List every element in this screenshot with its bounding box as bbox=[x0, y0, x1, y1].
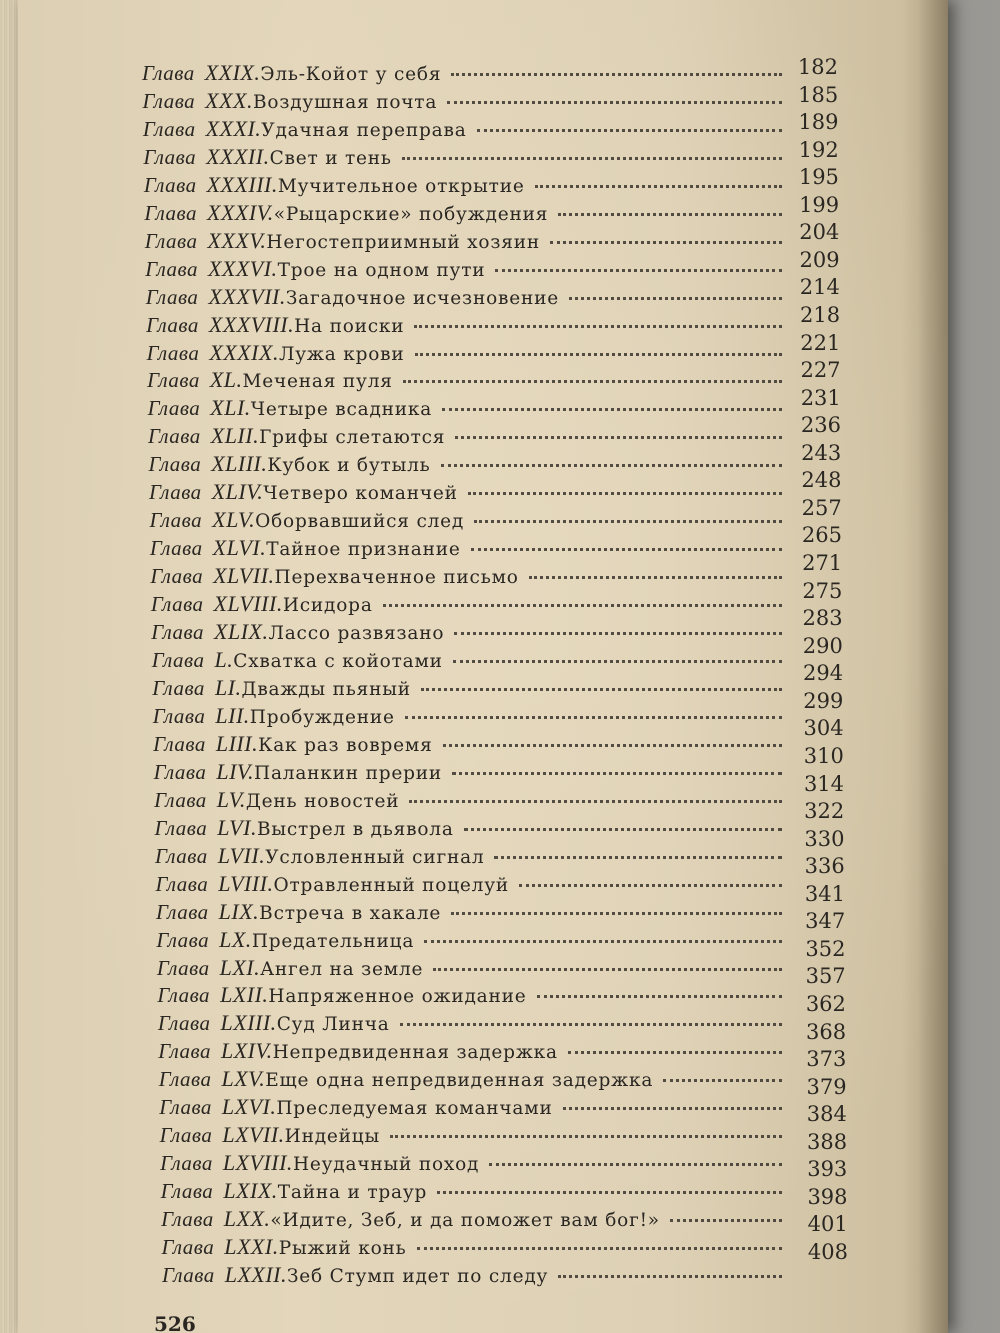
page-number: 362 bbox=[805, 991, 846, 1016]
toc-entry bbox=[160, 1150, 788, 1176]
chapter-number: LXVIII. bbox=[222, 1150, 293, 1176]
toc-entry bbox=[162, 1262, 788, 1288]
page-number: 408 bbox=[807, 1240, 848, 1264]
chapter-word: Глава bbox=[161, 1235, 215, 1260]
dot-leader bbox=[495, 269, 782, 272]
page-number: 401 bbox=[807, 1212, 848, 1237]
chapter-number: LXIII. bbox=[220, 1010, 277, 1036]
dot-leader bbox=[437, 1191, 782, 1194]
page-number: 227 bbox=[800, 358, 841, 383]
chapter-word: Глава bbox=[148, 480, 202, 505]
chapter-title: Четыре всадника bbox=[250, 399, 433, 421]
chapter-number: LXXI. bbox=[224, 1234, 279, 1260]
toc-entry bbox=[150, 535, 788, 561]
dot-leader bbox=[421, 688, 782, 691]
chapter-word: Глава bbox=[146, 312, 199, 337]
dot-leader bbox=[402, 157, 782, 160]
page-number: 330 bbox=[804, 826, 845, 851]
chapter-number: LIV. bbox=[216, 758, 255, 784]
toc-entry bbox=[152, 647, 788, 673]
chapter-number: XLVII. bbox=[213, 563, 275, 589]
chapter-word: Глава bbox=[144, 228, 198, 253]
page-number: 182 bbox=[797, 55, 838, 79]
chapter-title: Суд Линча bbox=[276, 1014, 390, 1036]
chapter-word: Глава bbox=[145, 284, 199, 309]
page-number: 373 bbox=[806, 1047, 847, 1072]
page-folio: 526 bbox=[154, 1312, 196, 1333]
dot-leader bbox=[494, 856, 782, 859]
toc-entry bbox=[161, 1206, 788, 1232]
chapter-word: Глава bbox=[150, 592, 204, 617]
toc-entry bbox=[143, 144, 788, 170]
dot-leader bbox=[558, 1275, 782, 1278]
chapter-title: Меченая пуля bbox=[242, 371, 393, 393]
dot-leader bbox=[400, 1023, 782, 1026]
toc-entry bbox=[146, 284, 788, 310]
chapter-title: На поиски bbox=[294, 315, 405, 337]
chapter-number: XXXIII. bbox=[206, 171, 278, 197]
chapter-number: XXXIV. bbox=[207, 199, 274, 225]
chapter-title: Преследуемая команчами bbox=[276, 1098, 553, 1120]
dot-leader bbox=[451, 912, 782, 915]
dot-leader bbox=[433, 968, 782, 971]
chapter-number: LII. bbox=[215, 702, 250, 728]
chapter-title: Исидора bbox=[282, 595, 373, 617]
toc-entry bbox=[149, 479, 788, 505]
chapter-title: Как раз вовремя bbox=[258, 734, 433, 756]
chapter-title: Рыжий конь bbox=[278, 1238, 407, 1260]
chapter-number: L. bbox=[214, 647, 234, 673]
page-number: 310 bbox=[803, 743, 844, 768]
dot-leader bbox=[477, 129, 782, 132]
toc-entry bbox=[155, 871, 788, 897]
chapter-number: LXI. bbox=[219, 954, 261, 980]
chapter-title: Мучительное открытие bbox=[277, 175, 525, 197]
chapter-title: Ангел на земле bbox=[260, 958, 424, 980]
dot-leader bbox=[451, 73, 782, 76]
toc-entry bbox=[153, 703, 788, 729]
chapter-word: Глава bbox=[155, 899, 209, 924]
dot-leader bbox=[452, 772, 782, 775]
chapter-title: Грифы слетаются bbox=[259, 427, 446, 449]
page-number: 221 bbox=[800, 330, 841, 355]
dot-leader bbox=[519, 884, 782, 887]
chapter-word: Глава bbox=[150, 564, 204, 589]
toc-entry bbox=[148, 423, 788, 449]
chapter-title: Четверо команчей bbox=[263, 483, 458, 505]
toc-entry bbox=[155, 815, 788, 841]
page-number: 336 bbox=[804, 854, 845, 879]
page-number: 243 bbox=[801, 440, 842, 465]
chapter-title: Непредвиденная задержка bbox=[272, 1042, 558, 1064]
chapter-word: Глава bbox=[161, 1207, 214, 1232]
chapter-word: Глава bbox=[157, 983, 211, 1008]
chapter-title: Загадочное исчезновение bbox=[285, 287, 559, 309]
chapter-word: Глава bbox=[145, 256, 198, 281]
chapter-title: Предательница bbox=[251, 930, 415, 952]
chapter-title: Лассо развязано bbox=[268, 623, 445, 645]
page-number: 322 bbox=[804, 799, 845, 824]
chapter-word: Глава bbox=[149, 508, 203, 533]
dot-leader bbox=[563, 1107, 782, 1110]
chapter-number: LXV. bbox=[221, 1066, 266, 1092]
page-number: 271 bbox=[802, 551, 843, 576]
chapter-word: Глава bbox=[151, 620, 205, 645]
chapter-word: Глава bbox=[143, 172, 197, 197]
chapter-word: Глава bbox=[146, 340, 200, 365]
dot-leader bbox=[537, 995, 782, 998]
toc-entry bbox=[160, 1122, 788, 1148]
toc-entry bbox=[145, 228, 788, 254]
chapter-word: Глава bbox=[142, 61, 195, 85]
chapter-number: LX. bbox=[219, 926, 252, 952]
page-number: 304 bbox=[803, 716, 844, 741]
chapter-title: Трое на одном пути bbox=[277, 259, 486, 281]
chapter-word: Глава bbox=[153, 759, 207, 784]
chapter-title: «Идите, Зеб, и да поможет вам бог!» bbox=[270, 1210, 660, 1232]
chapter-title: Свет и тень bbox=[269, 147, 392, 169]
page-number: 398 bbox=[807, 1184, 848, 1209]
book-page bbox=[18, 0, 948, 1333]
page-number: 192 bbox=[798, 137, 839, 162]
toc-entry bbox=[156, 927, 788, 953]
page-number: 231 bbox=[800, 385, 841, 410]
chapter-number: LXIX. bbox=[223, 1178, 278, 1204]
page-number: 209 bbox=[799, 247, 840, 272]
toc-entry bbox=[143, 116, 788, 142]
chapter-word: Глава bbox=[148, 452, 202, 477]
toc-entry bbox=[147, 367, 788, 393]
chapter-title: Удачная переправа bbox=[261, 119, 467, 141]
dot-leader bbox=[529, 576, 782, 579]
chapter-number: XL. bbox=[209, 367, 243, 393]
chapter-word: Глава bbox=[151, 648, 205, 673]
toc-entry bbox=[147, 340, 788, 366]
toc-entry bbox=[154, 759, 788, 785]
chapter-number: XLIII. bbox=[211, 451, 268, 477]
page-number: 283 bbox=[802, 606, 843, 631]
chapter-title: Негостеприимный хозяин bbox=[266, 231, 540, 253]
chapter-title: Схватка с койотами bbox=[233, 651, 443, 673]
chapter-title: Дважды пьяный bbox=[241, 678, 411, 700]
chapter-word: Глава bbox=[144, 200, 198, 225]
chapter-title: Оборвавшийся след bbox=[255, 511, 465, 533]
chapter-title: Паланкин прерии bbox=[254, 762, 443, 784]
page-number: 248 bbox=[801, 468, 842, 493]
page-number: 204 bbox=[799, 220, 840, 245]
page-number: 195 bbox=[798, 165, 839, 190]
dot-leader bbox=[535, 185, 782, 188]
chapter-word: Глава bbox=[160, 1151, 213, 1176]
chapter-number: LXIV. bbox=[220, 1038, 273, 1064]
toc-entry bbox=[161, 1178, 788, 1204]
chapter-title: Выстрел в дьявола bbox=[256, 818, 454, 840]
page-number: 185 bbox=[798, 82, 839, 107]
page-number: 294 bbox=[803, 661, 844, 686]
dot-leader bbox=[447, 101, 782, 104]
chapter-word: Глава bbox=[158, 1067, 212, 1092]
toc-entry bbox=[157, 982, 788, 1008]
chapter-title: «Рыцарские» побуждения bbox=[273, 203, 549, 225]
dot-leader bbox=[409, 800, 782, 803]
dot-leader bbox=[489, 1163, 782, 1166]
chapter-number: XLIV. bbox=[211, 479, 264, 505]
chapter-title: Неудачный поход bbox=[292, 1154, 480, 1176]
chapter-title: Эль-Койот у себя bbox=[260, 64, 442, 85]
toc-entry bbox=[159, 1094, 788, 1120]
toc-entry bbox=[144, 172, 788, 198]
dot-leader bbox=[663, 1079, 782, 1082]
toc-entry bbox=[142, 60, 788, 86]
chapter-number: LXXII. bbox=[224, 1262, 287, 1287]
chapter-word: Глава bbox=[152, 703, 206, 728]
toc-entry bbox=[151, 619, 788, 645]
chapter-word: Глава bbox=[143, 144, 197, 169]
page-number: 236 bbox=[800, 413, 842, 438]
dot-leader bbox=[424, 940, 782, 943]
dot-leader bbox=[443, 744, 782, 747]
dot-leader bbox=[383, 604, 782, 607]
chapter-title: Еще одна непредвиденная задержка bbox=[265, 1070, 654, 1092]
dot-leader bbox=[403, 380, 782, 383]
page-number: 393 bbox=[807, 1157, 848, 1182]
chapter-number: XXXV. bbox=[207, 227, 267, 253]
page-number: 384 bbox=[806, 1102, 847, 1127]
chapter-word: Глава bbox=[147, 368, 200, 393]
chapter-number: XLIX. bbox=[214, 619, 269, 645]
toc-entry bbox=[153, 731, 788, 757]
page-number: 352 bbox=[805, 936, 846, 961]
chapter-number: XLVIII. bbox=[213, 591, 283, 617]
toc-entry bbox=[157, 955, 788, 981]
chapter-number: LVI. bbox=[217, 814, 257, 840]
toc-entry bbox=[156, 899, 788, 925]
chapter-title: День новостей bbox=[245, 790, 400, 812]
chapter-number: LIX. bbox=[218, 898, 260, 924]
toc-entry bbox=[158, 1038, 788, 1064]
chapter-word: Глава bbox=[158, 1039, 211, 1064]
chapter-title: Воздушная почта bbox=[253, 91, 438, 113]
dot-leader bbox=[471, 548, 782, 551]
dot-leader bbox=[569, 297, 782, 300]
chapter-word: Глава bbox=[152, 675, 205, 700]
chapter-title: Индейцы bbox=[284, 1126, 381, 1148]
dot-leader bbox=[550, 241, 782, 244]
chapter-word: Глава bbox=[142, 88, 196, 113]
chapter-word: Глава bbox=[156, 927, 210, 952]
dot-leader bbox=[464, 828, 782, 831]
chapter-title: Перехваченное письмо bbox=[274, 567, 519, 589]
chapter-word: Глава bbox=[148, 424, 201, 449]
toc-entry bbox=[158, 1010, 788, 1036]
dot-leader bbox=[417, 1247, 782, 1250]
chapter-number: LXX. bbox=[223, 1206, 271, 1232]
chapter-word: Глава bbox=[154, 787, 207, 812]
chapter-title: Тайное признание bbox=[266, 539, 461, 561]
page-number: 379 bbox=[806, 1074, 847, 1099]
chapter-number: LXII. bbox=[220, 982, 269, 1008]
chapter-number: LI. bbox=[214, 674, 242, 700]
page-number: 368 bbox=[806, 1019, 847, 1044]
chapter-number: LVII. bbox=[217, 842, 266, 868]
dot-leader bbox=[454, 632, 782, 635]
chapter-number: LIII. bbox=[215, 730, 259, 756]
chapter-word: Глава bbox=[160, 1179, 214, 1204]
chapter-word: Глава bbox=[159, 1123, 213, 1148]
dot-leader bbox=[405, 716, 782, 719]
page-number: 275 bbox=[802, 578, 843, 603]
page-number: 314 bbox=[803, 771, 845, 796]
dot-leader bbox=[390, 1135, 782, 1138]
chapter-title: Условленный сигнал bbox=[265, 846, 485, 868]
chapter-number: XLII. bbox=[210, 423, 260, 449]
chapter-number: LXVI. bbox=[221, 1094, 277, 1120]
chapter-number: XXX. bbox=[205, 87, 253, 113]
chapter-number: XXXI. bbox=[205, 115, 262, 141]
table-of-contents bbox=[18, 0, 948, 1333]
dot-leader bbox=[558, 213, 782, 216]
dot-leader bbox=[442, 408, 782, 411]
toc-entry bbox=[142, 88, 788, 114]
chapter-word: Глава bbox=[159, 1095, 212, 1120]
page-number: 299 bbox=[803, 688, 844, 713]
chapter-word: Глава bbox=[154, 815, 208, 840]
chapter-number: XXXVIII. bbox=[208, 311, 295, 337]
toc-entry bbox=[159, 1066, 788, 1092]
dot-leader bbox=[453, 660, 782, 663]
toc-entry bbox=[152, 675, 788, 701]
toc-entry bbox=[146, 312, 788, 338]
chapter-number: LV. bbox=[216, 786, 246, 812]
chapter-title: Тайна и траур bbox=[277, 1182, 428, 1204]
chapter-number: XXXVI. bbox=[207, 255, 278, 281]
chapter-title: Отравленный поцелуй bbox=[273, 874, 510, 896]
chapter-number: XLI. bbox=[210, 395, 251, 421]
toc-entry bbox=[144, 200, 788, 226]
toc-entry bbox=[155, 843, 788, 869]
chapter-number: XXXII. bbox=[206, 143, 270, 169]
chapter-number: XLV. bbox=[212, 507, 256, 533]
dot-leader bbox=[670, 1219, 782, 1222]
page-number: 199 bbox=[799, 192, 840, 217]
page-number: 357 bbox=[805, 964, 846, 989]
chapter-word: Глава bbox=[155, 843, 208, 868]
chapter-word: Глава bbox=[155, 871, 209, 896]
chapter-word: Глава bbox=[157, 1011, 211, 1036]
dot-leader bbox=[441, 464, 782, 467]
toc-entry bbox=[162, 1234, 788, 1260]
chapter-word: Глава bbox=[162, 1263, 215, 1287]
page-number: 341 bbox=[804, 881, 845, 906]
chapter-title: Напряженное ожидание bbox=[268, 986, 527, 1008]
chapter-title: Зеб Стумп идет по следу bbox=[286, 1266, 549, 1287]
chapter-number: XXIX. bbox=[204, 60, 261, 85]
page-number: 290 bbox=[802, 633, 843, 658]
chapter-word: Глава bbox=[149, 536, 203, 561]
dot-leader bbox=[455, 436, 782, 439]
toc-entry bbox=[145, 256, 788, 282]
chapter-number: LVIII. bbox=[218, 870, 274, 896]
page-number: 347 bbox=[805, 909, 846, 934]
page-number: 388 bbox=[806, 1129, 848, 1154]
page-number: 189 bbox=[798, 110, 839, 135]
chapter-word: Глава bbox=[153, 731, 206, 756]
dot-leader bbox=[474, 520, 782, 523]
page-number: 214 bbox=[799, 275, 840, 300]
chapter-number: XLVI. bbox=[212, 535, 267, 561]
dot-leader bbox=[568, 1051, 782, 1054]
toc-entry bbox=[150, 563, 788, 589]
chapter-title: Встреча в хакале bbox=[259, 902, 442, 924]
chapter-number: XXXVII. bbox=[208, 283, 286, 309]
chapter-word: Глава bbox=[142, 116, 196, 141]
page-number: 257 bbox=[801, 495, 842, 520]
chapter-word: Глава bbox=[147, 396, 201, 421]
page-number: 218 bbox=[799, 303, 841, 328]
dot-leader bbox=[415, 353, 782, 356]
chapter-title: Лужа крови bbox=[278, 343, 405, 365]
toc-entry bbox=[154, 787, 788, 813]
chapter-number: LXVII. bbox=[222, 1122, 285, 1148]
chapter-number: XXXIX. bbox=[209, 339, 279, 365]
dot-leader bbox=[468, 492, 782, 495]
toc-entry bbox=[149, 451, 788, 477]
toc-entry bbox=[149, 507, 788, 533]
chapter-word: Глава bbox=[156, 955, 210, 980]
toc-entry bbox=[151, 591, 788, 617]
page-number: 265 bbox=[801, 523, 842, 548]
dot-leader bbox=[414, 325, 782, 328]
chapter-title: Пробуждение bbox=[249, 706, 395, 728]
chapter-title: Кубок и бутыль bbox=[267, 455, 431, 477]
toc-entry bbox=[148, 395, 788, 421]
